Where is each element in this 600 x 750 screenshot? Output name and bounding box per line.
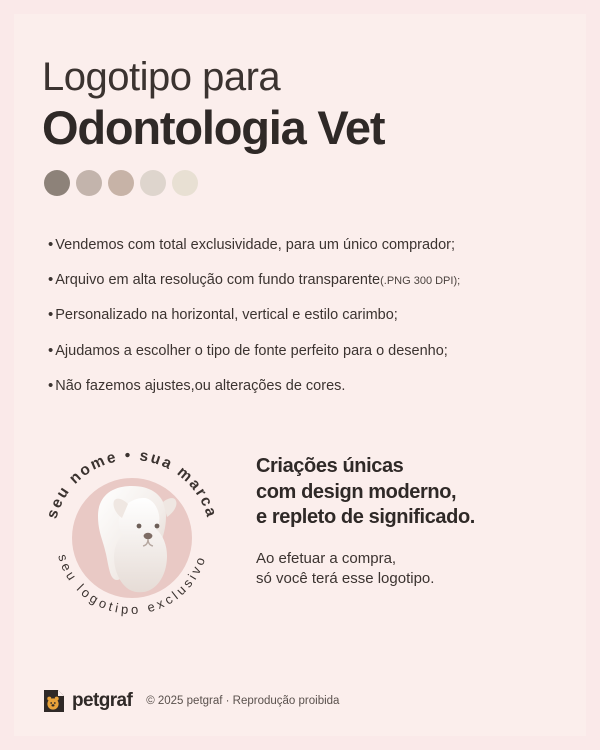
bullet-dot-icon: • — [48, 341, 54, 359]
mid-heading-line1: Criações únicas — [256, 454, 404, 477]
color-swatches — [16, 170, 586, 196]
swatch-3 — [108, 170, 134, 196]
brand-name: petgraf — [72, 690, 133, 711]
mid-sub-line2: só você terá esse logotipo. — [256, 569, 435, 587]
poster-page — [14, 14, 586, 736]
mid-heading-line3: e repleto de significado. — [256, 506, 475, 529]
mid-text-block — [252, 438, 475, 638]
bullet-dot-icon: • — [48, 377, 54, 395]
petgraf-mark-icon — [42, 688, 66, 714]
bullet-dot-icon: • — [48, 235, 54, 253]
mid-section — [14, 438, 586, 638]
logo-badge — [32, 438, 252, 638]
list-item-text: Personalizado na horizontal, vertical e estilo carimbo; — [55, 307, 398, 324]
footer — [42, 688, 339, 714]
mid-sub-line1: Ao efetuar a compra, — [256, 549, 397, 567]
bullet-dot-icon: • — [48, 306, 54, 324]
list-item — [48, 236, 558, 255]
swatch-4 — [140, 170, 166, 196]
feature-list — [14, 236, 586, 396]
brand-logo — [42, 688, 132, 714]
badge-svg — [32, 438, 252, 638]
list-item-note: (.PNG 300 DPI); — [380, 275, 461, 288]
list-item — [48, 271, 558, 290]
list-item-text: Vendemos com total exclusividade, para um único comprador; — [55, 236, 456, 253]
badge-arc-bottom: seu logotipo exclusivo — [55, 552, 209, 618]
header — [14, 14, 586, 154]
list-item — [48, 377, 558, 396]
swatch-2 — [76, 170, 102, 196]
list-item-text: Ajudamos a escolher o tipo de fonte perfeito para o desenho; — [55, 342, 448, 359]
list-item-text: Não fazemos ajustes,ou alterações de cores. — [55, 378, 346, 395]
list-item-text: Arquivo em alta resolução com fundo transparente — [55, 272, 381, 289]
swatch-1 — [44, 170, 70, 196]
list-item — [48, 306, 558, 325]
page-title-light: Logotipo para — [42, 55, 281, 99]
list-item — [48, 342, 558, 361]
copyright-text: © 2025 petgraf · Reprodução proibida — [146, 695, 340, 707]
mid-heading-line2: com design moderno, — [256, 480, 457, 503]
bullet-dot-icon: • — [48, 271, 54, 289]
page-title-bold: Odontologia Vet — [42, 101, 385, 154]
badge-arc-top: seu nome • sua marca — [43, 446, 221, 521]
swatch-5 — [172, 170, 198, 196]
